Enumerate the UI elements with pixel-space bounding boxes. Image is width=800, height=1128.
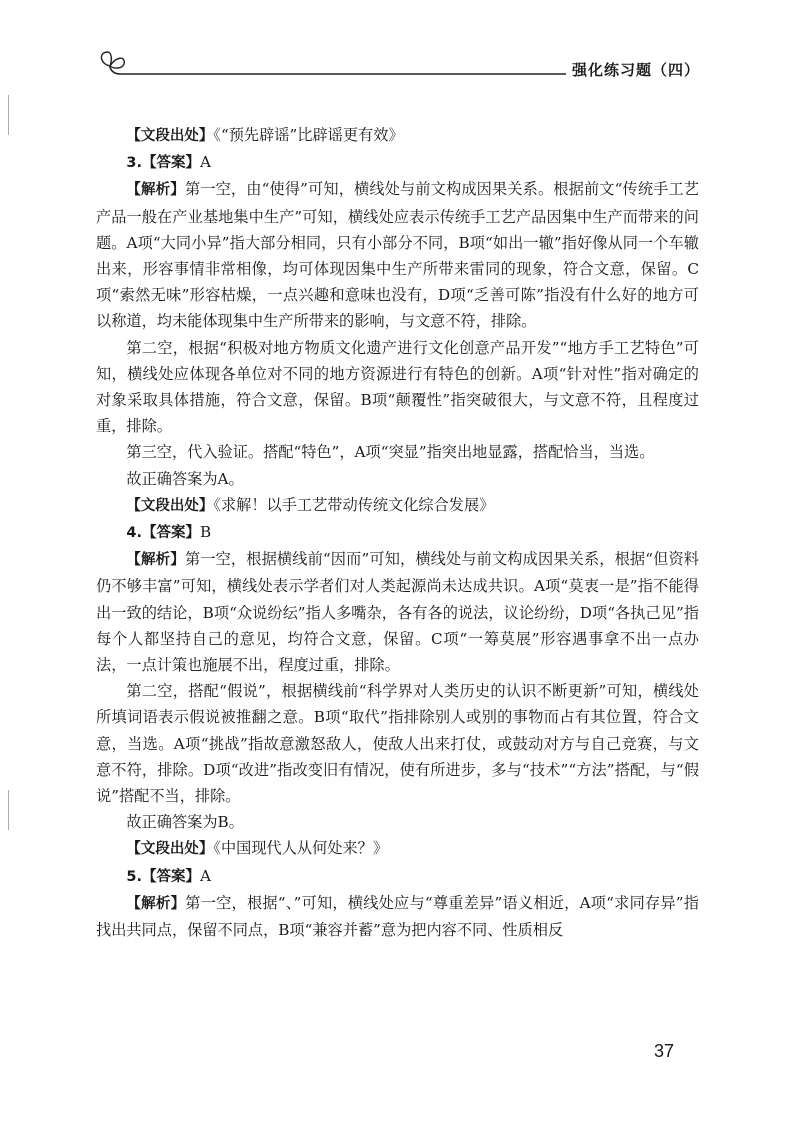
paragraph-text: 第一空，根据横线前“因而”可知，横线处与前文构成因果关系，根据“但资料仍不够丰富”可知，横线处表示学者们对人类起源尚未达成共识。A项“莫衷一是”指不能得出一致的结论，B项“众说纷纭”指人多嘴杂，各有各的说法，议论纷纷，D项“各执己见”指每个人都坚持自己的意见，均符合文意，保留。C项“一筹莫展”形容遇事拿不出一点办法，一点计策也施展不出，程度过重，排除。 (96, 550, 699, 675)
paragraph-0 (96, 122, 699, 149)
paragraph-1 (96, 149, 699, 176)
paragraph-text: 故正确答案为A。 (126, 469, 244, 488)
paragraph-7 (96, 519, 699, 546)
paragraph-text: 《“预先辟谣”比辟谣更有效》 (213, 126, 404, 144)
paragraph-4 (96, 439, 699, 465)
paragraph-2 (96, 176, 699, 334)
section-tag: 【解析】 (126, 552, 185, 569)
page-number: 37 (654, 1041, 675, 1061)
section-tag: 【解析】 (126, 895, 186, 912)
paragraph-9 (96, 678, 699, 809)
section-tag: 【文段出处】 (126, 128, 214, 144)
paragraph-text: 第三空，代入验证。搭配“特色”，A项“突显”指突出地显露，搭配恰当，当选。 (126, 443, 655, 462)
paragraph-text: 第二空，搭配“假说”，根据横线前“科学界对人类历史的认识不断更新”可知，横线处所填词语表示假说被推翻之意。B项“取代”指排除别人或别的事物而占有其位置，符合文意，当选。A项“挑战”指故意激怒敌人，使敌人出来打仗，或鼓动对方与自己竞赛，与文意不符，排除。D项“改进”指改变旧有情况，使有所进步，多与“技术”“方法”搭配，与“假说”搭配不当，排除。 (96, 682, 699, 806)
paragraph-12 (96, 863, 699, 890)
answer-explanations (96, 122, 699, 943)
paragraph-8 (96, 546, 699, 678)
paragraph-text: 第二空，根据“积极对地方物质文化遗产进行文化创意产品开发”“地方手工艺特色”可知，横线处应体现各单位对不同的地方资源进行有特色的创新。A项“针对性”指对确定的对象采取具体措施，符合文意，保留。B项“颠覆性”指突破很大，与文意不符，且程度过重，排除。 (96, 338, 699, 436)
scan-edge-mark (8, 95, 9, 135)
paragraph-text: B (200, 523, 212, 542)
paragraph-5 (96, 466, 699, 492)
section-tag: 【解析】 (126, 182, 185, 199)
paragraph-13 (96, 890, 699, 943)
paragraph-text: 第一空，根据“、”可知，横线处应与“尊重差异”语义相近，A项“求同存异”指找出共同点，保留不同点，B项“兼容并蓄”意为把内容不同、性质相反 (96, 893, 699, 940)
paragraph-text: 《中国现代人从何处来？》 (213, 839, 389, 858)
paragraph-10 (96, 809, 699, 835)
paragraph-text: 第一空，由“使得”可知，横线处与前文构成因果关系。根据前文“传统手工艺产品一般在产业基地集中生产”可知，横线处应表示传统手工艺产品因集中生产而带来的问题。A项“大同小异”指大部分相同，只有小部分不同，B项“如出一辙”指好像从同一个车辙出来，形容事情非常相像，均可体现因集中生产所带来雷同的现象，符合文意，保留。C项“索然无味”形容枯燥，一点兴趣和意味也没有，D项“乏善可陈”指没有什么好的地方可以称道，均未能体现集中生产所带来的影响，与文意不符，排除。 (96, 180, 699, 331)
section-tag: 3.【答案】 (126, 155, 200, 172)
paragraph-text: 《求解！以手工艺带动传统文化综合发展》 (213, 495, 495, 514)
scan-edge-mark (8, 790, 9, 830)
section-tag: 4.【答案】 (126, 525, 200, 542)
section-tag: 【文段出处】 (126, 497, 214, 514)
page-header (96, 44, 702, 84)
header-title: 强化练习题（四） (566, 59, 700, 80)
paragraph-11 (96, 835, 699, 862)
paragraph-3 (96, 335, 699, 440)
paragraph-text: A (200, 866, 211, 885)
section-tag: 【文段出处】 (126, 841, 214, 858)
paragraph-text: A (200, 153, 211, 172)
paragraph-6 (96, 492, 699, 519)
paragraph-text: 故正确答案为B。 (126, 813, 244, 832)
section-tag: 5.【答案】 (126, 868, 200, 885)
